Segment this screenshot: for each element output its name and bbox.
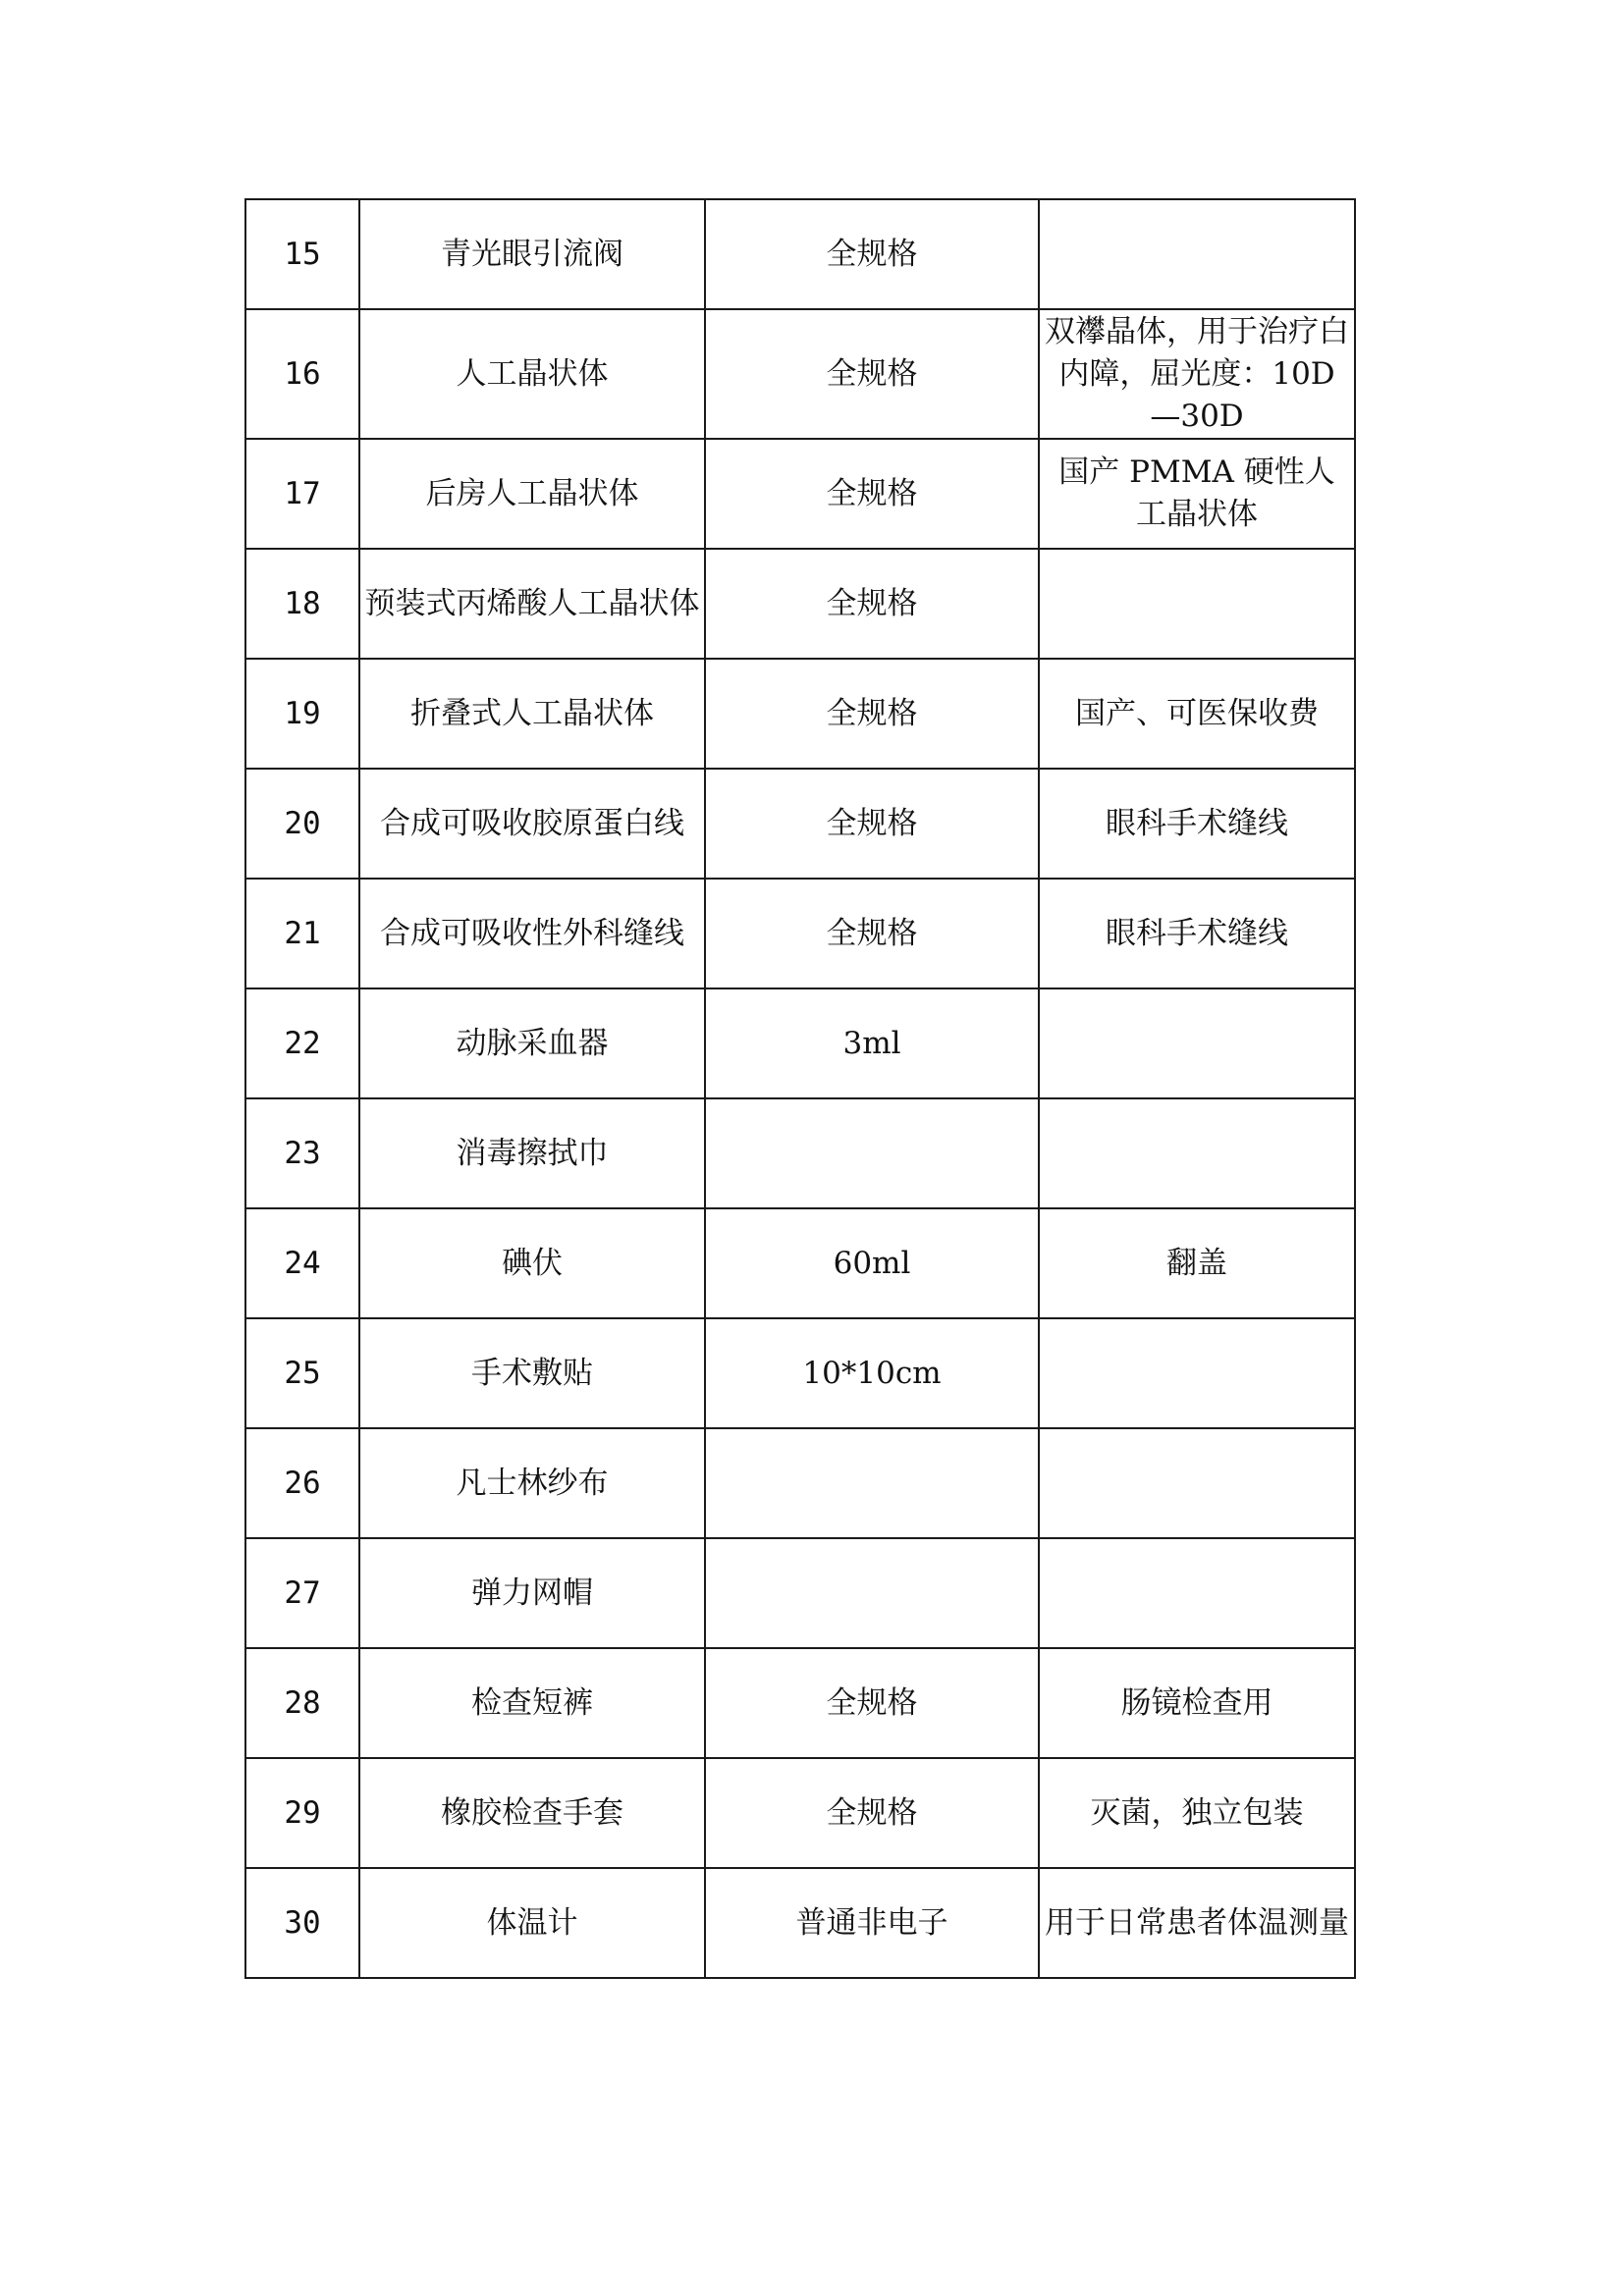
- item-name: 预装式丙烯酸人工晶状体: [359, 549, 705, 659]
- item-spec: 3ml: [705, 988, 1039, 1098]
- table-row: [245, 659, 1355, 769]
- table-row: [245, 988, 1355, 1098]
- table-row: [245, 1208, 1355, 1318]
- row-number: 27: [245, 1538, 359, 1648]
- item-note: 用于日常患者体温测量: [1039, 1868, 1355, 1978]
- item-spec: 10*10cm: [705, 1318, 1039, 1428]
- item-spec: 全规格: [705, 879, 1039, 988]
- table-row: [245, 309, 1355, 439]
- item-spec: 全规格: [705, 309, 1039, 439]
- table-row: [245, 879, 1355, 988]
- item-name: 后房人工晶状体: [359, 439, 705, 549]
- item-spec: 全规格: [705, 1648, 1039, 1758]
- item-spec: 全规格: [705, 659, 1039, 769]
- item-name: 合成可吸收性外科缝线: [359, 879, 705, 988]
- item-name: 检查短裤: [359, 1648, 705, 1758]
- item-note: [1039, 1428, 1355, 1538]
- item-note: [1039, 1098, 1355, 1208]
- item-spec: [705, 1098, 1039, 1208]
- table-row: [245, 1318, 1355, 1428]
- item-note: [1039, 988, 1355, 1098]
- item-name: 手术敷贴: [359, 1318, 705, 1428]
- table-row: [245, 199, 1355, 309]
- item-note: [1039, 549, 1355, 659]
- item-spec: [705, 1538, 1039, 1648]
- row-number: 19: [245, 659, 359, 769]
- item-note: 肠镜检查用: [1039, 1648, 1355, 1758]
- item-spec: 普通非电子: [705, 1868, 1039, 1978]
- table-row: [245, 439, 1355, 549]
- item-note: 翻盖: [1039, 1208, 1355, 1318]
- row-number: 15: [245, 199, 359, 309]
- row-number: 28: [245, 1648, 359, 1758]
- table-row: [245, 1538, 1355, 1648]
- row-number: 24: [245, 1208, 359, 1318]
- item-note: 双襻晶体，用于治疗白内障，屈光度：10D—30D: [1039, 309, 1355, 439]
- item-note: 国产、可医保收费: [1039, 659, 1355, 769]
- row-number: 18: [245, 549, 359, 659]
- table-row: [245, 1428, 1355, 1538]
- item-spec: 60ml: [705, 1208, 1039, 1318]
- table-row: [245, 549, 1355, 659]
- item-name: 折叠式人工晶状体: [359, 659, 705, 769]
- row-number: 16: [245, 309, 359, 439]
- item-spec: 全规格: [705, 199, 1039, 309]
- item-name: 青光眼引流阀: [359, 199, 705, 309]
- table-row: [245, 769, 1355, 879]
- item-name: 橡胶检查手套: [359, 1758, 705, 1868]
- row-number: 17: [245, 439, 359, 549]
- item-spec: 全规格: [705, 439, 1039, 549]
- item-note: [1039, 199, 1355, 309]
- item-note: [1039, 1318, 1355, 1428]
- table-row: [245, 1868, 1355, 1978]
- item-name: 动脉采血器: [359, 988, 705, 1098]
- item-note: 眼科手术缝线: [1039, 879, 1355, 988]
- item-spec: [705, 1428, 1039, 1538]
- row-number: 26: [245, 1428, 359, 1538]
- item-note: 灭菌，独立包装: [1039, 1758, 1355, 1868]
- row-number: 30: [245, 1868, 359, 1978]
- row-number: 21: [245, 879, 359, 988]
- row-number: 23: [245, 1098, 359, 1208]
- table-row: [245, 1758, 1355, 1868]
- item-note: [1039, 1538, 1355, 1648]
- item-name: 碘伏: [359, 1208, 705, 1318]
- item-name: 人工晶状体: [359, 309, 705, 439]
- item-spec: 全规格: [705, 769, 1039, 879]
- table-row: [245, 1648, 1355, 1758]
- row-number: 25: [245, 1318, 359, 1428]
- item-name: 凡士林纱布: [359, 1428, 705, 1538]
- row-number: 20: [245, 769, 359, 879]
- item-name: 弹力网帽: [359, 1538, 705, 1648]
- item-note: 眼科手术缝线: [1039, 769, 1355, 879]
- item-name: 合成可吸收胶原蛋白线: [359, 769, 705, 879]
- table-row: [245, 1098, 1355, 1208]
- item-spec: 全规格: [705, 549, 1039, 659]
- item-note: 国产 PMMA 硬性人工晶状体: [1039, 439, 1355, 549]
- consumables-table: [244, 198, 1356, 1979]
- item-name: 体温计: [359, 1868, 705, 1978]
- row-number: 29: [245, 1758, 359, 1868]
- row-number: 22: [245, 988, 359, 1098]
- item-name: 消毒擦拭巾: [359, 1098, 705, 1208]
- item-spec: 全规格: [705, 1758, 1039, 1868]
